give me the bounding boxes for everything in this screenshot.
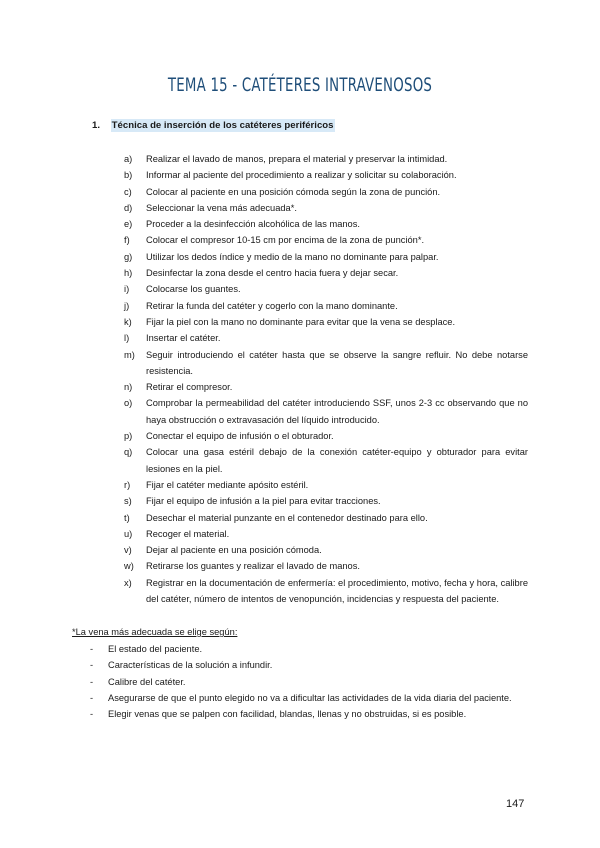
list-item — [124, 249, 528, 265]
list-marker: o) — [124, 398, 133, 409]
note-item-text: Características de la solución a infundir. — [108, 660, 273, 671]
note-title: *La vena más adecuada se elige según: — [72, 627, 238, 637]
list-item — [124, 184, 528, 200]
list-item-text: Utilizar los dedos índice y medio de la mano no dominante para palpar. — [146, 251, 439, 262]
list-marker: n) — [124, 382, 133, 393]
list-marker: w) — [124, 561, 134, 572]
list-marker: l) — [124, 333, 130, 344]
list-marker: d) — [124, 202, 133, 213]
dash-marker: - — [90, 660, 94, 671]
list-item — [124, 510, 528, 526]
dash-marker: - — [90, 676, 94, 687]
list-item-text: Insertar el catéter. — [146, 333, 221, 344]
note-item — [88, 674, 528, 690]
list-marker: i) — [124, 284, 130, 295]
list-marker: f) — [124, 235, 130, 246]
list-item — [124, 526, 528, 542]
note-item — [88, 641, 528, 657]
list-item — [124, 151, 528, 167]
list-item-text: Registrar en la documentación de enfermería: el procedimiento, motivo, fecha y hora, calibre del catéter, número de intentos de venopunción, incidencias y respuesta del paciente. — [146, 577, 528, 605]
list-item — [124, 379, 528, 395]
section-title: Técnica de inserción de los catéteres periféricos — [111, 120, 334, 131]
dash-marker: - — [90, 692, 94, 703]
steps-list — [124, 151, 528, 607]
list-item — [124, 232, 528, 248]
list-marker: j) — [124, 300, 130, 311]
list-marker: p) — [124, 431, 133, 442]
list-item-text: Dejar al paciente en una posición cómoda. — [146, 545, 322, 556]
list-item — [124, 265, 528, 281]
list-marker: h) — [124, 268, 133, 279]
list-item-text: Fijar el equipo de infusión a la piel para evitar tracciones. — [146, 496, 381, 507]
list-item — [124, 477, 528, 493]
list-item-text: Retirar el compresor. — [146, 382, 233, 393]
list-marker: v) — [124, 545, 132, 556]
list-item-text: Colocarse los guantes. — [146, 284, 241, 295]
list-item-text: Colocar una gasa estéril debajo de la conexión catéter-equipo y obturador para evitar lesiones en la piel. — [146, 447, 528, 474]
list-item-text: Fijar la piel con la mano no dominante para evitar que la vena se desplace. — [146, 316, 456, 327]
list-item — [124, 167, 528, 183]
note-item — [88, 657, 528, 673]
list-item-text: Colocar el compresor 10-15 cm por encima de la zona de punción*. — [146, 235, 425, 246]
dash-marker: - — [90, 644, 94, 654]
note-list — [88, 641, 528, 722]
list-item — [124, 314, 528, 330]
note-item — [88, 690, 528, 706]
list-marker: q) — [124, 447, 133, 458]
list-item — [124, 330, 528, 346]
list-marker: e) — [124, 219, 133, 230]
list-item-text: Comprobar la permeabilidad del catéter introduciendo SSF, unos 2-3 cc observando que no haya obstrucción o extravasación del líquido introducido. — [146, 398, 528, 425]
list-item-text: Conectar el equipo de infusión o el obturador. — [146, 431, 334, 442]
list-marker: k) — [124, 316, 132, 327]
list-item — [124, 395, 528, 428]
list-item-text: Recoger el material. — [146, 528, 230, 539]
list-item — [124, 493, 528, 509]
list-marker: b) — [124, 170, 133, 181]
note-item-text: El estado del paciente. — [108, 644, 203, 654]
list-marker: r) — [124, 479, 131, 490]
page-number: 147 — [506, 798, 525, 810]
dash-marker: - — [90, 709, 94, 720]
section-number: 1. — [92, 120, 101, 131]
list-item — [124, 428, 528, 444]
list-marker: t) — [124, 512, 130, 523]
list-marker: u) — [124, 528, 133, 539]
note-item — [88, 706, 528, 722]
list-item — [124, 558, 528, 574]
list-item-text: Retirar la funda del catéter y cogerlo con la mano dominante. — [146, 300, 398, 311]
list-item — [124, 200, 528, 216]
page-title: TEMA 15 - CATÉTERES INTRAVENOSOS — [167, 74, 433, 96]
list-marker: m) — [124, 349, 135, 360]
list-item-text: Proceder a la desinfección alcohólica de las manos. — [146, 219, 360, 230]
list-item-text: Desinfectar la zona desde el centro hacia fuera y dejar secar. — [146, 268, 399, 279]
list-item — [124, 444, 528, 477]
list-item — [124, 281, 528, 297]
note-item-text: Elegir venas que se palpen con facilidad, blandas, llenas y no obstruidas, si es posible. — [108, 709, 467, 720]
list-item — [124, 542, 528, 558]
list-marker: a) — [124, 154, 133, 164]
note-item-text: Asegurarse de que el punto elegido no va a dificultar las actividades de la vida diaria del paciente. — [108, 692, 512, 703]
list-item — [124, 216, 528, 232]
list-item-text: Desechar el material punzante en el contenedor destinado para ello. — [146, 512, 428, 523]
list-item-text: Retirarse los guantes y realizar el lavado de manos. — [146, 561, 360, 572]
section-heading — [92, 120, 335, 131]
list-marker: s) — [124, 496, 132, 507]
list-marker: g) — [124, 251, 133, 262]
list-marker: x) — [124, 577, 132, 588]
note-item-text: Calibre del catéter. — [108, 676, 186, 687]
list-item-text: Fijar el catéter mediante apósito estéril. — [146, 479, 309, 490]
list-item — [124, 298, 528, 314]
list-item-text: Seleccionar la vena más adecuada*. — [146, 202, 297, 213]
list-item-text: Informar al paciente del procedimiento a realizar y solicitar su colaboración. — [146, 170, 457, 181]
list-item — [124, 575, 528, 608]
list-item-text: Realizar el lavado de manos, prepara el material y preservar la intimidad. — [146, 154, 448, 164]
list-item — [124, 347, 528, 380]
list-marker: c) — [124, 186, 132, 197]
list-item-text: Seguir introduciendo el catéter hasta que se observe la sangre refluir. No debe notarse resistencia. — [146, 349, 528, 376]
list-item-text: Colocar al paciente en una posición cómoda según la zona de punción. — [146, 186, 441, 197]
